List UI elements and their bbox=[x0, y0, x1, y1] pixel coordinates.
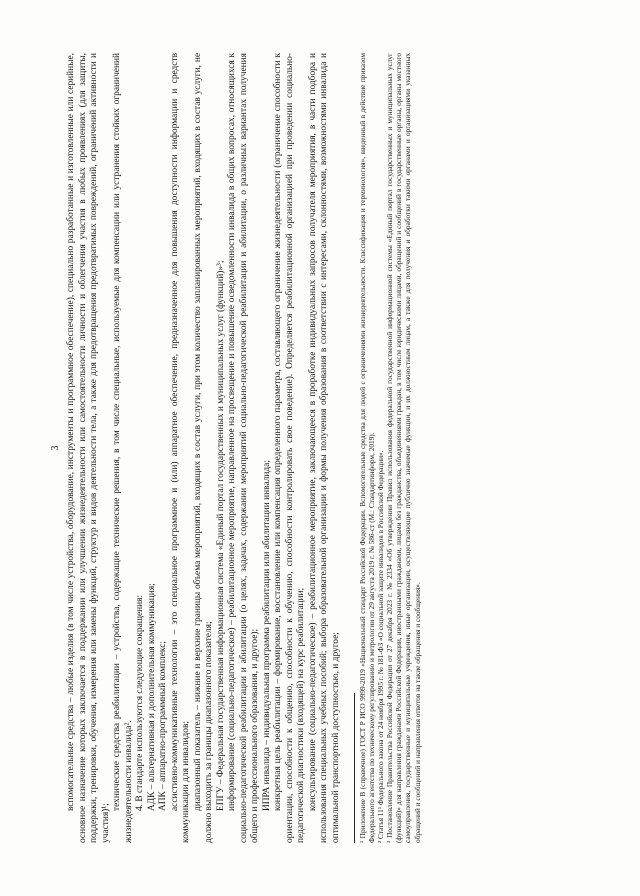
footnote-separator bbox=[354, 693, 355, 843]
footnote-1: ¹ Приложение В (справочное) ГОСТ Р ИСО 9999-2019 «Национальный стандарт Российской Федерации. Вспомогательные средства для людей с ограничениями жизнедеятельности. Классификация и терминология», введенный в действие приказом Федерального агентства по техническому регулированию и метрологии от 29 августа 2019 г. № 586-ст (М.: Стандартинформ, 2019). bbox=[358, 53, 377, 843]
abbreviation-adk: АДК – альтернативная и дополнительная коммуникация; bbox=[146, 583, 157, 811]
definition-rehab-goal: конкретная цель реабилитации – формирование, восстановление или компенсация определенного параметра, составляющего ограничение жизнедеятельности (ограничение способности к ориентации, способности к общению, способности к обучению, способности контролировать свое поведение). Определяется реабилитационной организацией при проведении социально-педагогической диагностики (входящей) на курс реабилитации; bbox=[273, 53, 306, 843]
abbreviation-epgu: ЕПГУ – Федеральная государственная информационная система «Единый портал государственных и муниципальных услуг (функций)»³; bbox=[215, 260, 226, 811]
definition-assistive-devices: вспомогательные средства – любые изделия (в том числе устройства, оборудование, инструменты и программное обеспечение), специально разработанные и изготовленные или серийные, основное назначение которых заключается в поддержании или улучшении жизнедеятельности или самостоятельности личности и облегчения участия в любых проявлениях (для защиты, поддержки, тренировки, обучения, измерения или замены функций, структур и видов деятельности тела, а также для предотвращения предотвратимых повреждений, ограничений активности и участия)¹; bbox=[66, 53, 111, 843]
definition-technical-rehab-means: технические средства реабилитации – устройства, содержащие технические решения, в том числе специальные, используемые для компенсации или устранения стойких ограничений жизнедеятельности инвалида². bbox=[112, 53, 134, 843]
page-number: 3 bbox=[50, 445, 61, 451]
abbreviation-ipra: ИПРА инвалида – индивидуальная программа реабилитации или абилитации инвалида; bbox=[261, 460, 272, 811]
definition-informing: информирование (социально-педагогическое) – реабилитационное мероприятие, направленное на просвещение и повышение осведомленности инвалида в общих вопросах, относящихся к социально-педагогической реабилитации и абилитации (о целях, задачах, содержании мероприятий социально-педагогической реабилитации и абилитации, о различных вариантах получения общего и профессионального образования, и другое); bbox=[227, 53, 260, 843]
definition-assistive-communication-tech: ассистивно-коммуникативные технологии – это специальное программное и (или) аппаратное обеспечение, предназначенное для повышения доступности информации и средств коммуникации для инвалидов; bbox=[169, 53, 191, 843]
footnote-2: ² Статья 11¹ Федерального закона от 24 ноября 1995 г. № 181-ФЗ «О социальной защите инвалидов в Российской Федерации». bbox=[376, 450, 386, 843]
abbreviation-apk: АПК – аппаратно-программный комплекс; bbox=[158, 640, 168, 811]
footnote-3: ³ Постановление Правительства Российской Федерации от 27 декабря 2023 г. № 2334 «Об утверждении Правил использования федеральной государственной информационной системы «Единый портал государственных и муниципальных услуг (функций)» для направления гражданами Российской Федерации, иностранными гражданами, лицами без гражданства, объединениями граждан, в том числе юридическими лицами, обращений и сообщений в государственные органы, органы местного самоуправления, государственные и муниципальные учреждения, иные организации, осуществляющие публично значимые функции, и их должностным лицам, а также для получения и обработки такими органами и организациями указанных обращений и сообщений и направления ответов на такие обращения и сообщения». bbox=[385, 53, 422, 843]
abbreviations-heading: 4. В стандарте используются следующие сокращения: bbox=[135, 594, 145, 811]
definition-counseling: консультирование (социально-педагогическое) – реабилитационное мероприятие, заключающееся в проработке индивидуальных запросов получателя мероприятия, в части подбора и использования специальных учебных пособий; выбора образовательной организации и формы получения образования в соответствии с интересами, склонностями, возможностями инвалида и оптимальной транспортной доступностью, и другое; bbox=[307, 53, 341, 843]
rotated-page-content bbox=[50, 53, 590, 843]
definition-range-indicator: диапазонный показатель – нижние и верхние границы объема мероприятий, входящих в состав услуги, при этом количество запланированных мероприятий, входящих в состав услуги, не должно выходить за границы диапазонного показателя; bbox=[192, 53, 214, 843]
